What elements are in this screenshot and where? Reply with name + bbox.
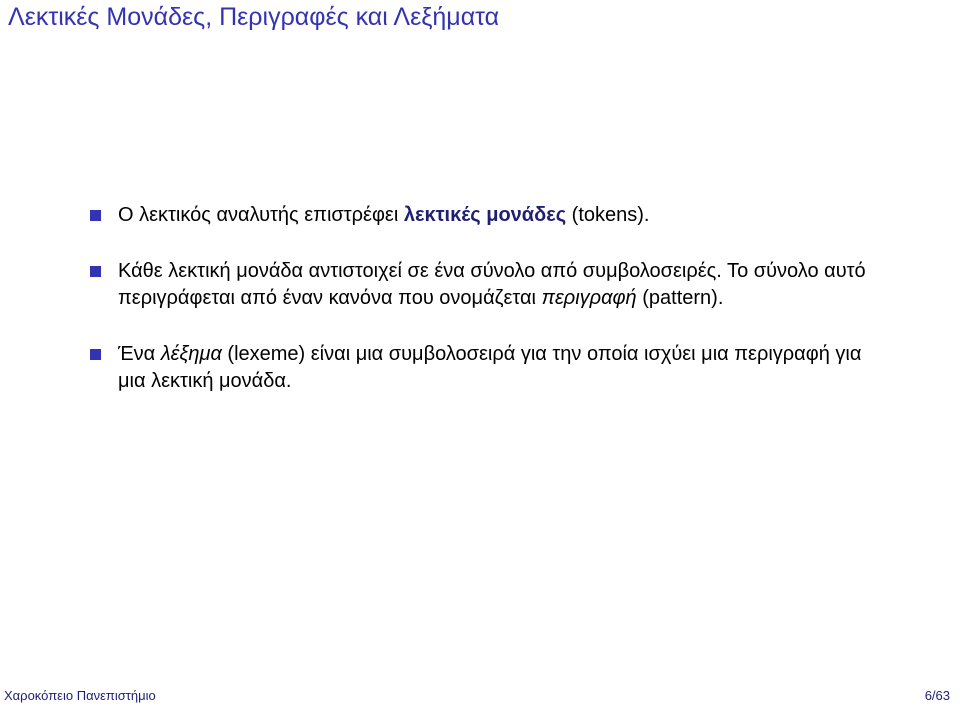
bullet-text: (lexeme) είναι μια συμβολοσειρά για την οποία ισχύει μια περιγραφή για μια λεκτική μονάδα. [118,343,862,392]
footer-page-number: 6/63 [924,688,950,703]
square-bullet-icon [90,349,101,360]
bullet-text: Ένα [118,343,161,365]
square-bullet-icon [90,210,101,221]
bullet-italic-term: περιγραφή [541,287,637,309]
bullet-item-lexeme [90,341,890,395]
bullet-text: (pattern). [636,287,724,309]
bullet-text: Ο λεκτικός αναλυτής επιστρέφει [118,204,404,226]
footer-institution: Χαροκόπειο Πανεπιστήμιο [4,688,156,703]
bullet-item-tokens [90,202,890,229]
bullet-italic-term: λέξημα [160,343,222,365]
bullet-text: Κάθε λεκτική μονάδα αντιστοιχεί σε ένα σύνολο από συμβολοσειρές. Το σύνολο αυτό περιγράφεται από έναν κανόνα που ονομάζεται [118,260,866,309]
bullet-item-pattern [90,258,890,312]
bullet-text: (tokens). [566,204,650,226]
bullet-list [90,202,890,424]
slide-title: Λεκτικές Μονάδες, Περιγραφές και Λεξήματα [8,3,500,31]
square-bullet-icon [90,266,101,277]
bullet-bold-term: λεκτικές μονάδες [403,204,567,226]
